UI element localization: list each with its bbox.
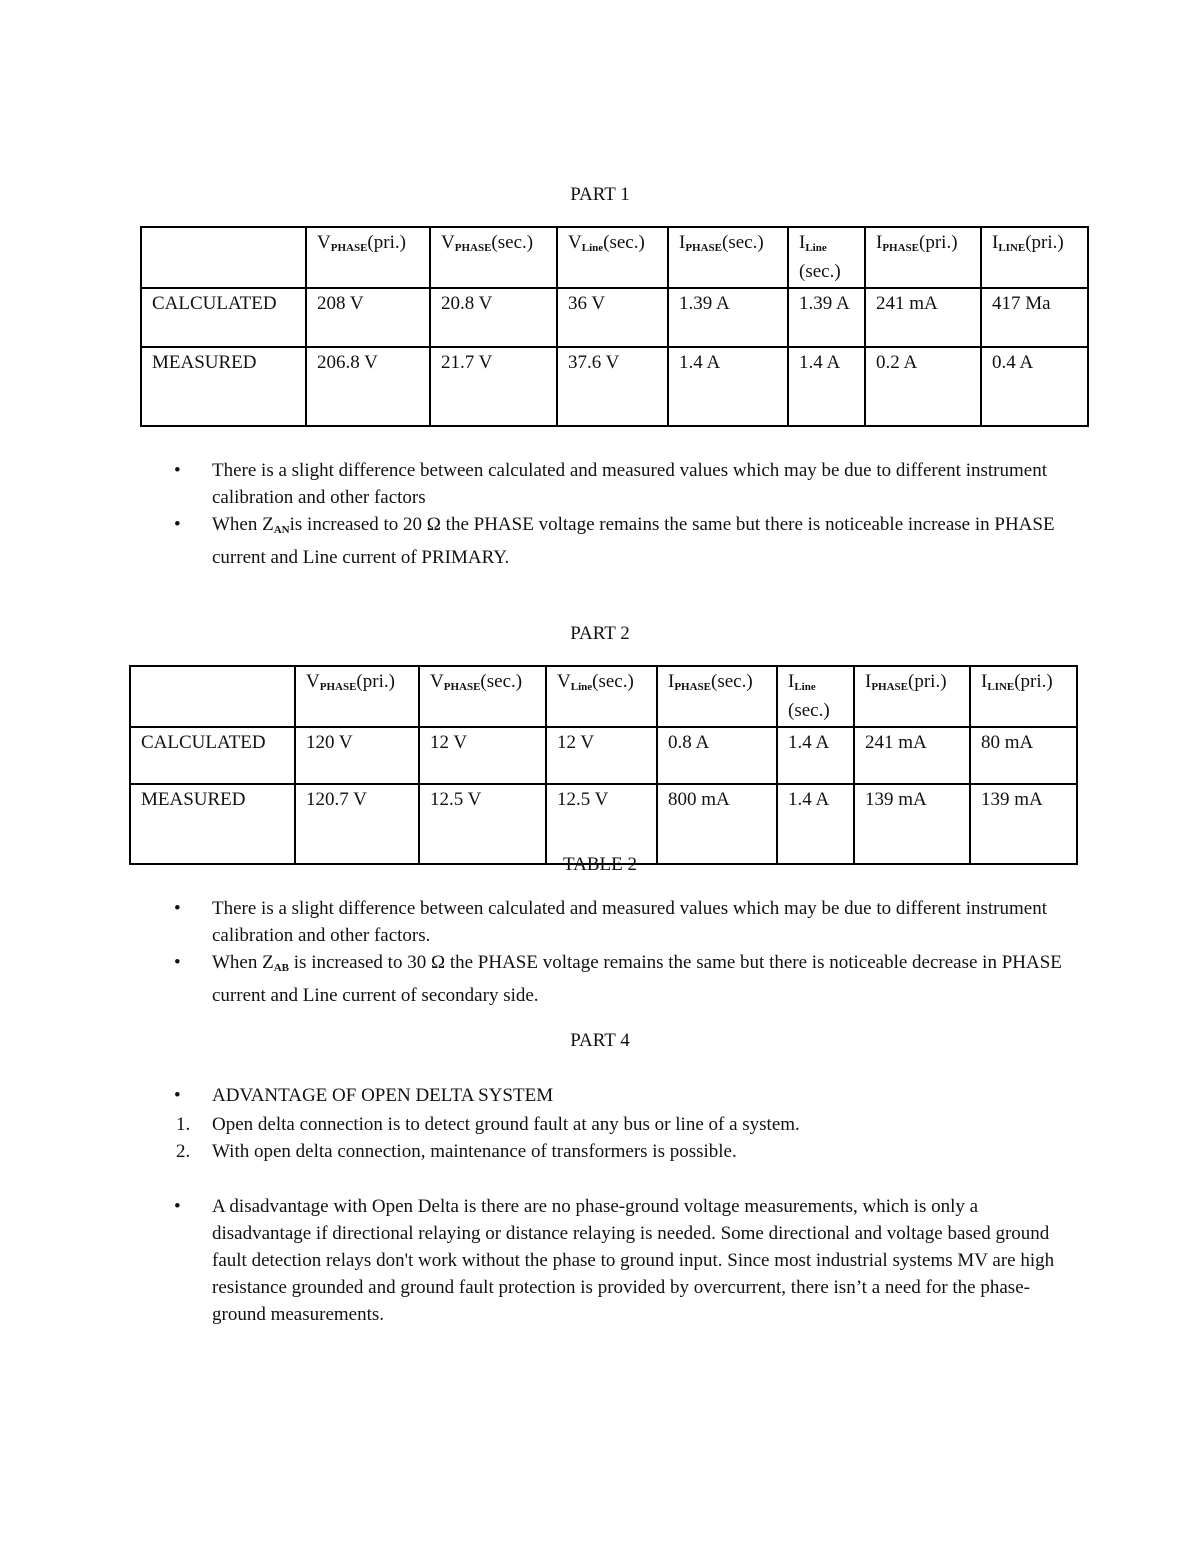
table-row [141, 288, 1088, 347]
list-item: • When $Z_{AB}$ is increased to 30 Ω the PHASE voltage remains the same but there is noticeable decrease in PHASE current and Line current of secondary side. [170, 949, 1070, 1009]
table-cell: 21.7 V [430, 347, 557, 426]
header-cell: $I_{PHASE}(pri.)$ [854, 666, 970, 727]
table-cell: 241 mA [854, 727, 970, 784]
table-cell: 80 mA [970, 727, 1077, 784]
table-row [130, 727, 1077, 784]
header-empty-cell [141, 227, 306, 288]
list-item: • There is a slight difference between calculated and measured values which may be due to different instrument calibration and other factors. [170, 895, 1070, 949]
advantage-heading: ADVANTAGE OF OPEN DELTA SYSTEM [212, 1085, 554, 1106]
list-item [170, 1082, 1070, 1109]
bullet-icon: • [174, 1085, 181, 1106]
table-cell: 36 V [557, 288, 668, 347]
header-cell: $I_{LINE}(pri.)$ [981, 227, 1088, 288]
header-cell: $V_{Line}(\sec.)$ [546, 666, 657, 727]
header-cell: $I_{Line}$ (sec.) [777, 666, 854, 727]
table-cell: 417 Ma [981, 288, 1088, 347]
table-cell: 1.4 A [668, 347, 788, 426]
row-label: MEASURED [130, 784, 295, 864]
table-cell: 20.8 V [430, 288, 557, 347]
table-cell: 139 mA [970, 784, 1077, 864]
table-row [141, 347, 1088, 426]
table-cell: 206.8 V [306, 347, 430, 426]
header-cell: $V_{PHASE}(pri.)$ [295, 666, 419, 727]
table-cell: 0.2 A [865, 347, 981, 426]
table-cell: 12 V [546, 727, 657, 784]
table-cell: 139 mA [854, 784, 970, 864]
bullet-icon: • [174, 514, 181, 535]
table-cell: 1.39 A [788, 288, 865, 347]
header-cell: $V_{PHASE}(pri.)$ [306, 227, 430, 288]
part4-advantages [170, 1082, 1070, 1109]
part4-disadvantage [170, 1193, 1070, 1328]
row-label: CALCULATED [141, 288, 306, 347]
header-cell: $I_{PHASE}(\sec.)$ [657, 666, 777, 727]
header-cell: $I_{PHASE}(pri.)$ [865, 227, 981, 288]
header-cell: $I_{Line}$ (sec.) [788, 227, 865, 288]
table-caption: TABLE 2 [563, 854, 637, 875]
table-header-row [141, 227, 1088, 288]
header-cell: $V_{PHASE}(\sec.)$ [430, 227, 557, 288]
part1-table [140, 226, 1089, 427]
header-cell: $I_{LINE}(pri.)$ [970, 666, 1077, 727]
table-row [130, 784, 1077, 864]
list-item: • When $Z_{AN}is$ increased to 20 Ω the PHASE voltage remains the same but there is noticeable increase in PHASE current and Line current of PRIMARY. [170, 511, 1070, 571]
part2-table [129, 665, 1078, 865]
list-item: 1. Open delta connection is to detect ground fault at any bus or line of a system. [176, 1114, 800, 1135]
table-cell: 1.4 A [777, 784, 854, 864]
row-label: CALCULATED [130, 727, 295, 784]
header-cell: $V_{PHASE}(\sec.)$ [419, 666, 546, 727]
table-cell: 208 V [306, 288, 430, 347]
table-cell: 1.4 A [777, 727, 854, 784]
bullet-icon: • [174, 898, 181, 919]
header-empty-cell [130, 666, 295, 727]
list-item: 2. With open delta connection, maintenance of transformers is possible. [176, 1141, 737, 1162]
table-header-row [130, 666, 1077, 727]
bullet-icon: • [174, 460, 181, 481]
table-cell: 120.7 V [295, 784, 419, 864]
part1-title: PART 1 [570, 184, 630, 205]
header-cell: $I_{PHASE}(\sec.)$ [668, 227, 788, 288]
table-cell: 37.6 V [557, 347, 668, 426]
part4-title: PART 4 [570, 1030, 630, 1051]
row-label: MEASURED [141, 347, 306, 426]
table-cell: 1.4 A [788, 347, 865, 426]
table-cell: 241 mA [865, 288, 981, 347]
bullet-icon: • [174, 1196, 181, 1217]
table-cell: 12 V [419, 727, 546, 784]
table-cell: 12.5 V [546, 784, 657, 864]
list-item: • A disadvantage with Open Delta is there are no phase-ground voltage measurements, which is only a disadvantage if directional relaying or distance relaying is needed. Some directional and voltage based ground fault detection relays don't work without the phase to ground input. Since most industrial systems MV are high resistance grounded and ground fault protection is provided by overcurrent, there isn’t a need for the phase-ground measurements. [170, 1193, 1070, 1328]
table-cell: 0.8 A [657, 727, 777, 784]
table-cell: 120 V [295, 727, 419, 784]
advantage-list [176, 1111, 1072, 1165]
table-cell: 12.5 V [419, 784, 546, 864]
part2-notes [170, 895, 1070, 1009]
part2-title: PART 2 [570, 623, 630, 644]
table-cell: 1.39 A [668, 288, 788, 347]
bullet-icon: • [174, 952, 181, 973]
table-cell: 0.4 A [981, 347, 1088, 426]
part1-notes [170, 457, 1070, 571]
list-item: • There is a slight difference between calculated and measured values which may be due to different instrument calibration and other factors [170, 457, 1070, 511]
header-cell: $V_{Line}(\sec.)$ [557, 227, 668, 288]
table-cell: 800 mA [657, 784, 777, 864]
